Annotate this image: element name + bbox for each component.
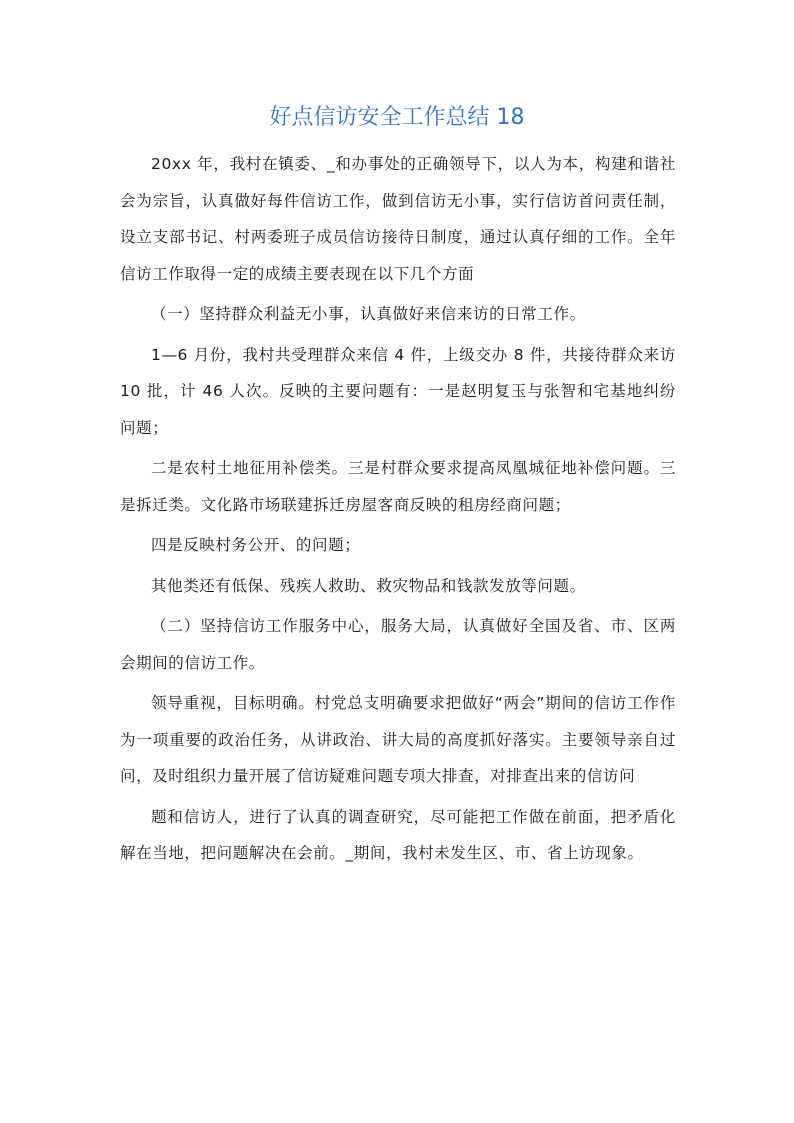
paragraph-section-2-heading: （二）坚持信访工作服务中心，服务大局，认真做好全国及省、市、区两会期间的信访工作。 — [120, 617, 676, 672]
paragraph-section-1-heading: （一）坚持群众利益无小事，认真做好来信来访的日常工作。 — [151, 305, 586, 323]
paragraph-statistics: 1—6 月份，我村共受理群众来信 4 件，上级交办 8 件，共接待群众来访 10 批，计 46 人次。反映的主要问题有：一是赵明复玉与张智和宅基地纠纷问题； — [120, 345, 676, 437]
paragraph-issue-categories: 二是农村土地征用补偿类。三是村群众要求提高凤凰城征地补偿问题。三是拆迁类。文化路市场联建拆迁房屋客商反映的租房经商问题； — [120, 459, 676, 514]
paragraph-leadership: 领导重视，目标明确。村党总支明确要求把做好“两会”期间的信访工作作为一项重要的政治任务，从讲政治、讲大局的高度抓好落实。主要领导亲自过问，及时组织力量开展了信访疑难问题专项大排查，对排查出来的信访问 — [120, 694, 676, 785]
paragraph-intro: 20xx 年，我村在镇委、_和办事处的正确领导下，以人为本，构建和谐社会为宗旨，认真做好每件信访工作，做到信访无小事，实行信访首问责任制，设立支部书记、村两委班子成员信访接待日制度，通过认真仔细的工作。全年信访工作取得一定的成绩主要表现在以下几个方面 — [120, 155, 676, 283]
paragraph-resolution: 题和信访人，进行了认真的调查研究，尽可能把工作做在前面，把矛盾化解在当地，把问题解决在会前。_期间，我村未发生区、市、省上访现象。 — [120, 807, 676, 862]
document-title: 好点信访安全工作总结 18 — [269, 105, 525, 130]
paragraph-village-affairs: 四是反映村务公开、的问题； — [151, 536, 361, 554]
paragraph-other-issues: 其他类还有低保、残疾人救助、救灾物品和钱款发放等问题。 — [151, 576, 586, 595]
document-body — [120, 146, 676, 876]
